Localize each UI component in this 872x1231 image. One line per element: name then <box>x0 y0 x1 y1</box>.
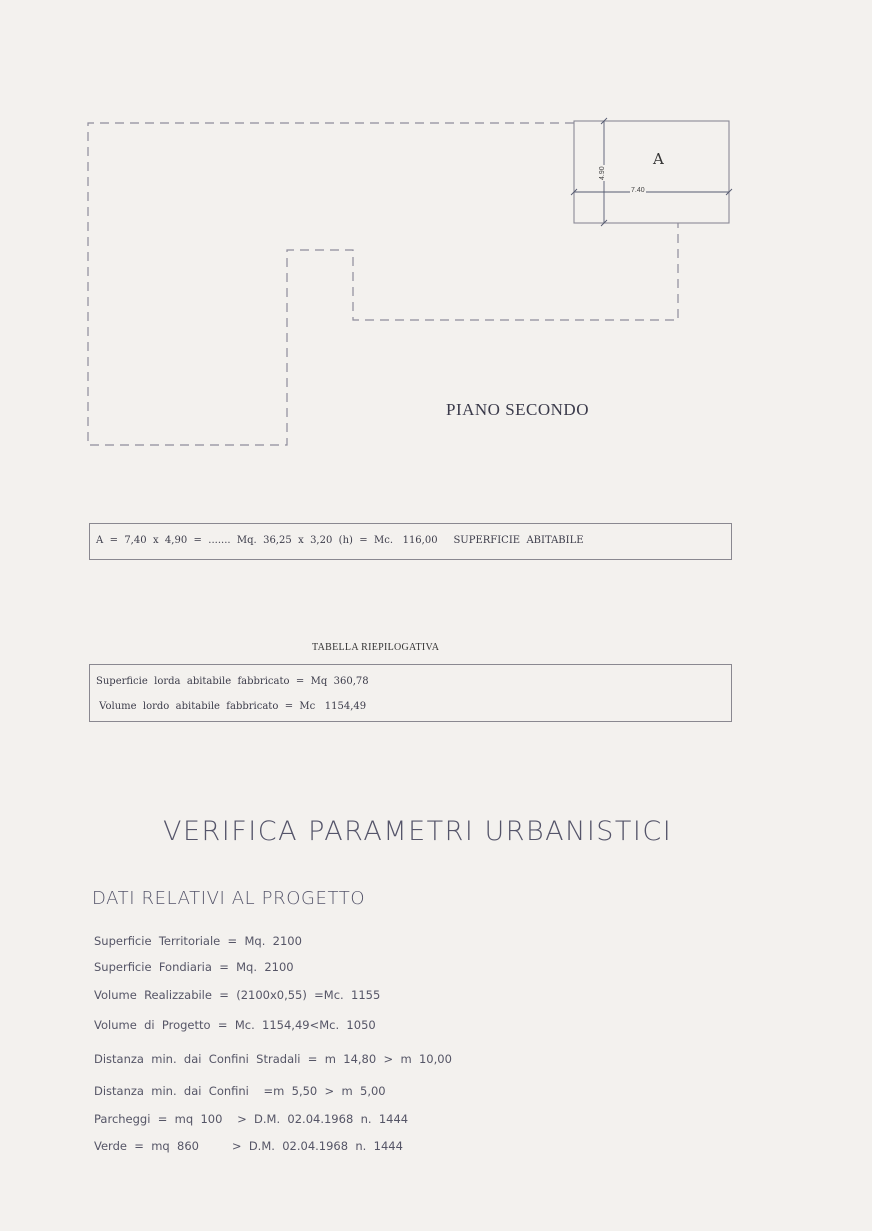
param-line: Superficie Fondiaria = Mq. 2100 <box>94 960 294 974</box>
summary-title: TABELLA RIEPILOGATIVA <box>312 642 440 653</box>
dimension-width-label: 7.40 <box>631 187 645 194</box>
param-line: Volume Realizzabile = (2100x0,55) =Mc. 1155 <box>94 988 381 1002</box>
param-line: Distanza min. dai Confini =m 5,50 > m 5,00 <box>94 1084 386 1098</box>
floor-plan-drawing <box>0 0 872 470</box>
building-outline-dashed <box>88 123 678 445</box>
verification-title: VERIFICA PARAMETRI URBANISTICI <box>163 816 673 847</box>
param-line: Verde = mq 860 > D.M. 02.04.1968 n. 1444 <box>94 1139 403 1153</box>
param-line: Parcheggi = mq 100 > D.M. 02.04.1968 n. 1444 <box>94 1112 409 1126</box>
calculation-text: A = 7,40 x 4,90 = ....... Mq. 36,25 x 3,20 (h) = Mc. 116,00 SUPERFICIE ABITABILE <box>96 535 584 546</box>
calculation-box <box>89 523 732 560</box>
summary-row: Superficie lorda abitabile fabbricato = Mq 360,78 <box>96 676 369 687</box>
room-label: A <box>653 150 664 168</box>
verification-subtitle: DATI RELATIVI AL PROGETTO <box>92 888 366 909</box>
floor-title: PIANO SECONDO <box>446 400 589 419</box>
dimension-height-label: 4.90 <box>599 166 606 180</box>
param-line: Distanza min. dai Confini Stradali = m 14,80 > m 10,00 <box>94 1052 452 1066</box>
param-line: Superficie Territoriale = Mq. 2100 <box>94 934 302 948</box>
room-a-outline <box>574 121 729 223</box>
summary-box <box>89 664 732 722</box>
param-line: Volume di Progetto = Mc. 1154,49<Mc. 1050 <box>94 1018 376 1032</box>
summary-row: Volume lordo abitabile fabbricato = Mc 1154,49 <box>96 701 367 712</box>
dimension-lines <box>571 118 732 226</box>
